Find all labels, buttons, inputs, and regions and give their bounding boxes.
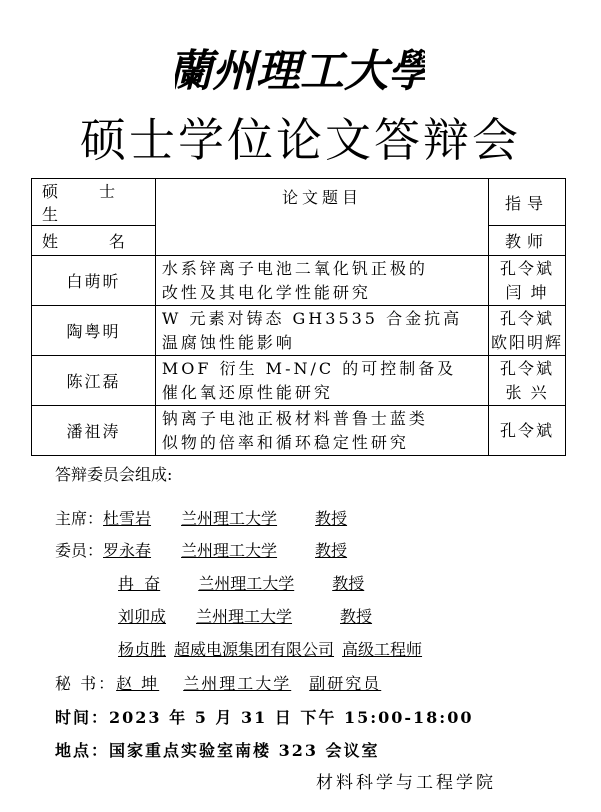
thesis-topic: MOF 衍生 M-N/C 的可控制备及 催化氧还原性能研究	[155, 356, 488, 406]
calligraphy-logo-icon	[175, 42, 425, 100]
members-label: 委员：	[55, 541, 104, 560]
table-row	[32, 406, 566, 456]
defense-place	[55, 738, 380, 761]
chair-label: 主席：	[55, 509, 104, 528]
header-topic: 论文题目	[155, 179, 488, 256]
committee-member	[118, 604, 372, 627]
logo-text: 蘭州理工大學	[175, 46, 425, 97]
thesis-table	[31, 178, 566, 456]
header-student-line2: 姓 名	[32, 226, 156, 256]
member-entry: 冉 奋 兰州理工大学 教授	[118, 574, 365, 593]
student-name: 白萌昕	[32, 256, 156, 306]
advisor: 孔令斌 闫 坤	[489, 256, 566, 306]
committee-heading: 答辩委员会组成:	[55, 465, 173, 484]
committee-secretary	[55, 671, 381, 694]
header-advisor-line2: 教师	[489, 226, 566, 256]
member-entry: 刘卯成 兰州理工大学 教授	[118, 607, 373, 626]
advisor: 孔令斌	[489, 406, 566, 456]
advisor: 孔令斌 张 兴	[489, 356, 566, 406]
member-entry: 杨贞胜 超威电源集团有限公司 高级工程师	[118, 640, 423, 659]
time-value: 2023 年 5 月 31 日 下午 15:00-18:00	[109, 708, 474, 727]
university-logo	[175, 42, 425, 100]
committee-member	[55, 538, 347, 561]
advisor: 孔令斌 欧阳明辉	[489, 306, 566, 356]
member-entry: 罗永春 兰州理工大学 教授	[103, 541, 348, 560]
page-title: 硕士学位论文答辩会	[80, 113, 521, 167]
thesis-topic: 钠离子电池正极材料普鲁士蓝类 似物的倍率和循环稳定性研究	[155, 406, 488, 456]
table-row	[32, 256, 566, 306]
table-row	[32, 306, 566, 356]
header-student: 硕 士 生	[32, 179, 156, 226]
table-row	[32, 356, 566, 406]
secretary-label: 秘 书：	[55, 674, 117, 693]
committee-member	[118, 571, 364, 594]
defense-time	[55, 705, 473, 728]
committee-chair	[55, 506, 347, 529]
place-value: 国家重点实验室南楼 323 会议室	[109, 741, 380, 760]
committee-member	[118, 637, 422, 660]
organizer: 材料科学与工程学院	[316, 773, 496, 793]
time-label: 时间：	[55, 708, 110, 727]
thesis-topic: 水系锌离子电池二氧化钒正极的 改性及其电化学性能研究	[155, 256, 488, 306]
thesis-topic: W 元素对铸态 GH3535 合金抗高 温腐蚀性能影响	[155, 306, 488, 356]
place-label: 地点：	[55, 741, 110, 760]
header-advisor-line1: 指导	[489, 179, 566, 226]
student-name: 潘祖涛	[32, 406, 156, 456]
chair-entry: 杜雪岩 兰州理工大学 教授	[103, 509, 348, 528]
student-name: 陈江磊	[32, 356, 156, 406]
student-name: 陶粤明	[32, 306, 156, 356]
secretary-entry: 赵 坤 兰州理工大学 副研究员	[116, 674, 382, 693]
